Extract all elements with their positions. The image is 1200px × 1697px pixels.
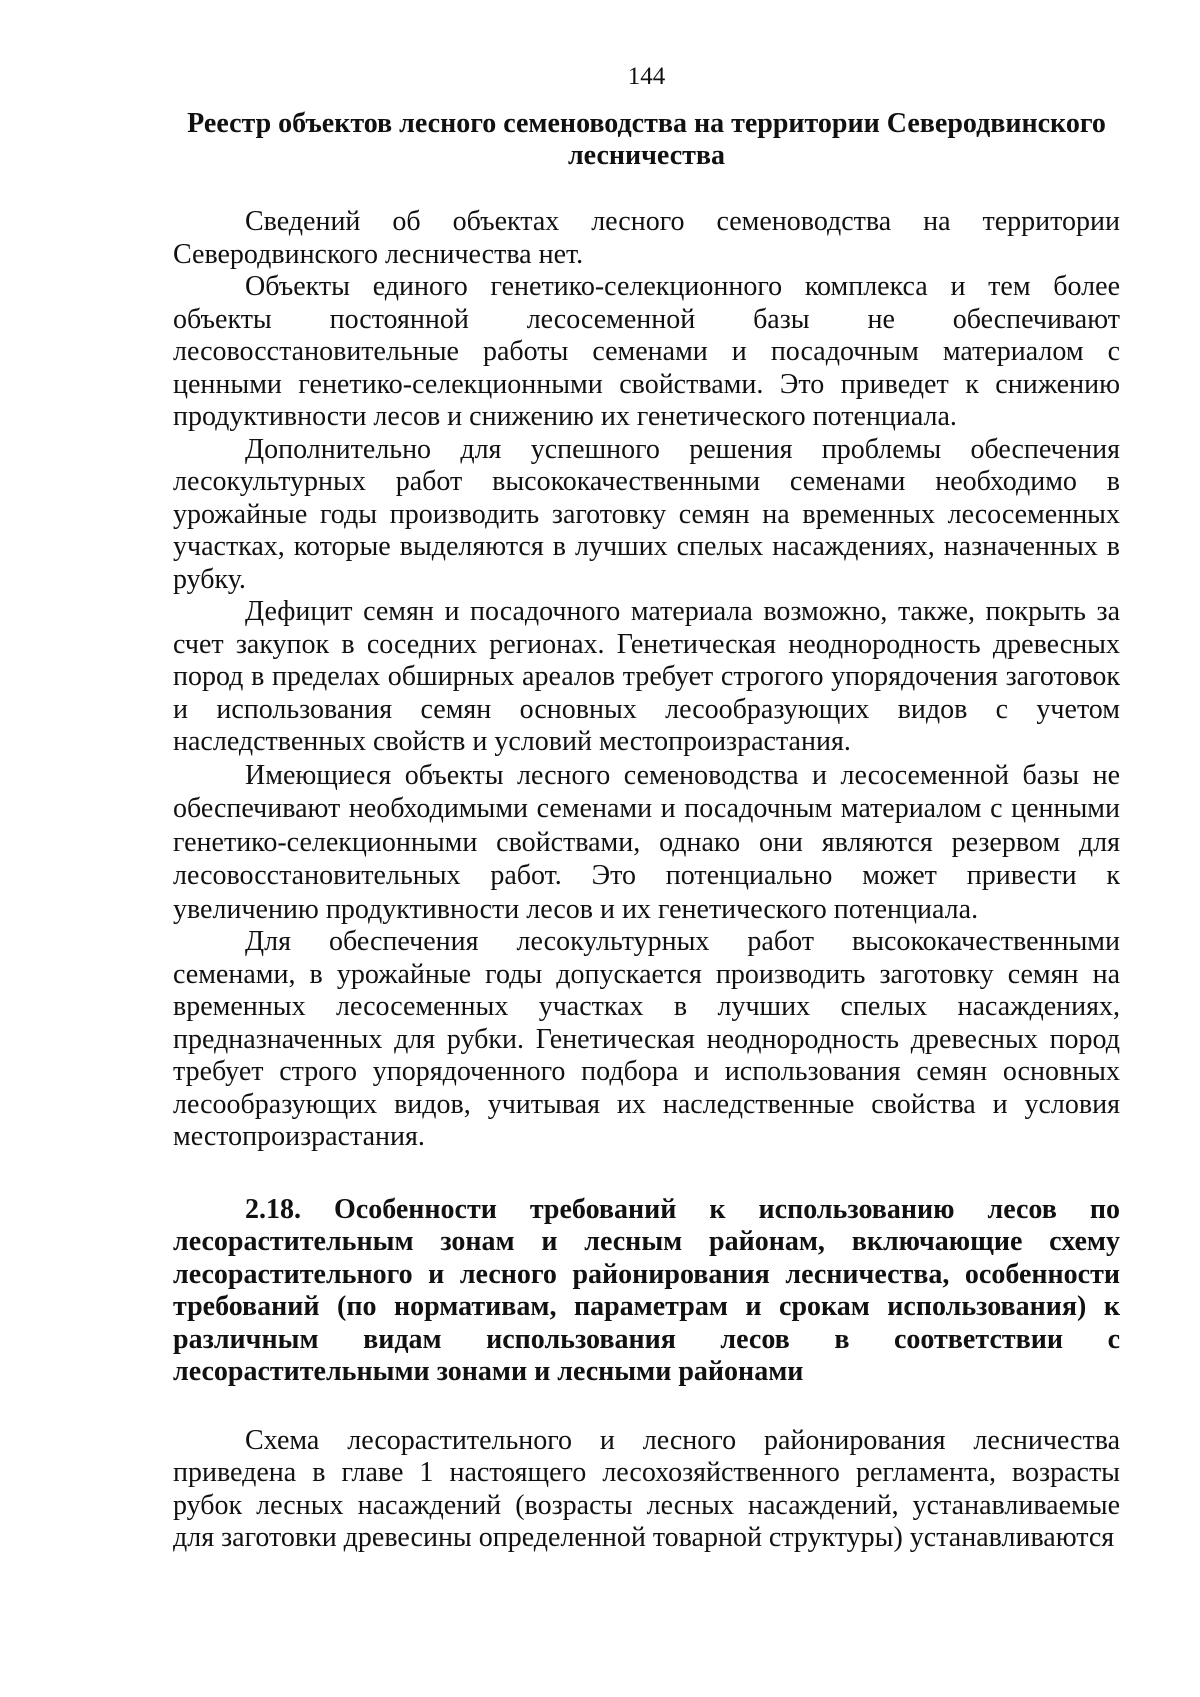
registry-heading-line-1: Реестр объектов лесного семеноводства на территории Северодвинского: [187, 108, 1106, 139]
document-page: [173, 62, 1120, 1555]
paragraph-seed-provision: Для обеспечения лесокультурных работ высококачественными семенами, в урожайные годы допускается производить заготовку семян на временных лесосеменных участках в лучших спелых насаждениях, предназначенных для рубки. Генетическая неоднородность древесных пород требует строго упорядоченного подбора и использования семян основных лесообразующих видов, учитывая их наследственные свойства и условия местопроизрастания.: [173, 926, 1120, 1152]
paragraph-zoning-scheme: Схема лесорастительного и лесного районирования лесничества приведена в главе 1 настоящего лесохозяйственного регламента, возрасты рубок лесных насаждений (возрасты лесных насаждений, устанавливаемые для заготовки древесины определенной товарной структуры) устанавливаются: [173, 1424, 1120, 1553]
paragraph-genetic-complex: Объекты единого генетико-селекционного комплекса и тем более объекты постоянной лесосеменной базы не обеспечивают лесовосстановительные работы семенами и посадочным материалом с ценными генетико-селекционными свойствами. Это приведет к снижению продуктивности лесов и снижению их генетического потенциала.: [173, 271, 1120, 432]
paragraph-seed-deficit: Дефицит семян и посадочного материала возможно, также, покрыть за счет закупок в соседних регионах. Генетическая неоднородность древесных пород в пределах обширных ареалов требует строгого упорядочения заготовок и использования семян основных лесообразующих видов с учетом наследственных свойств и условий местопроизрастания.: [173, 596, 1120, 757]
section-heading-2-18: 2.18. Особенности требований к использованию лесов по лесорастительным зонам и лесным районам, включающие схему лесорастительного и лесного районирования лесничества, особенности требований (по нормативам, параметрам и срокам использования) к различным видам использования лесов в соответствии с лесорастительными зонами и лесными районами: [173, 1193, 1120, 1387]
registry-heading-line-2: лесничества: [567, 140, 726, 171]
registry-heading: [173, 108, 1120, 172]
paragraph-existing-objects: Имеющиеся объекты лесного семеноводства и лесосеменной базы не обеспечивают необходимыми семенами и посадочным материалом с ценными генетико-селекционными свойствами, однако они являются резервом для лесовосстановительных работ. Это потенциально может привести к увеличению продуктивности лесов и их генетического потенциала.: [173, 759, 1120, 925]
paragraph-additional-measures: Дополнительно для успешного решения проблемы обеспечения лесокультурных работ высококачественными семенами необходимо в урожайные годы производить заготовку семян на временных лесосеменных участках, которые выделяются в лучших спелых насаждениях, назначенных в рубку.: [173, 433, 1120, 595]
paragraph-no-data: Сведений об объектах лесного семеноводства на территории Северодвинского лесничества нет.: [173, 206, 1120, 270]
page-number: 144: [627, 63, 666, 90]
